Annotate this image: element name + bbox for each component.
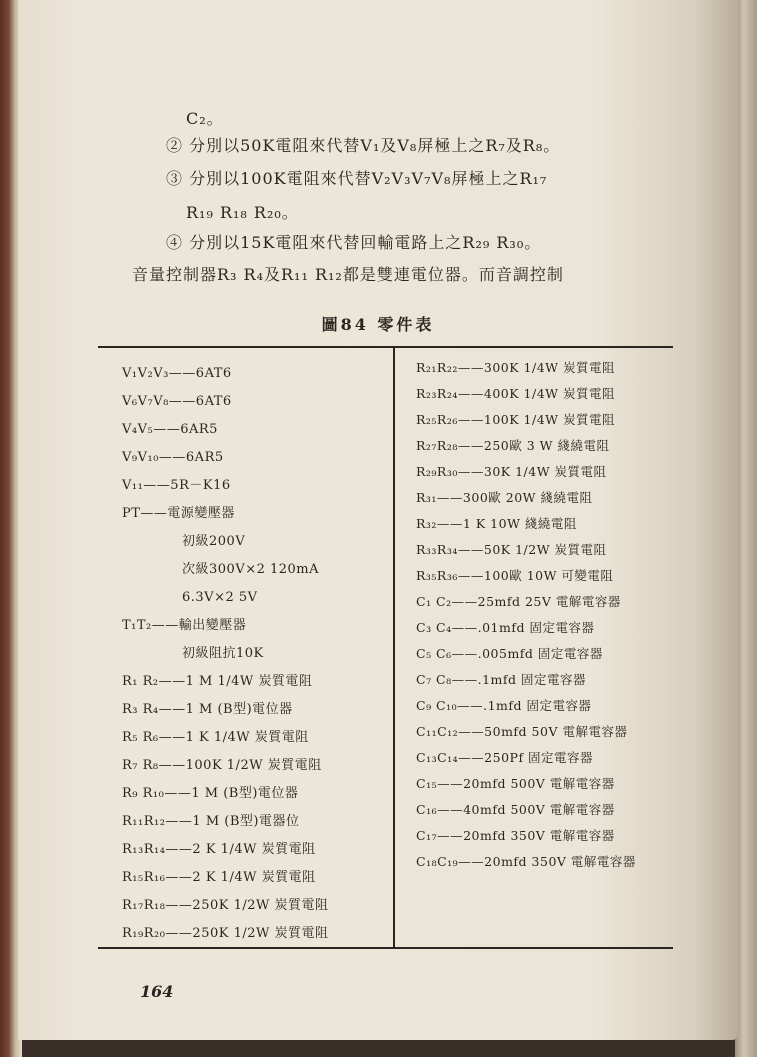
book-page (18, 0, 738, 1040)
list-item: C₃ C₄——.01mfd 固定電容器 (416, 620, 595, 635)
list-item: R₂₉R₃₀——30K 1/4W 炭質電阻 (416, 464, 607, 479)
parts-list-right (416, 355, 678, 875)
list-item: V₁V₂V₃——6AT6 (122, 366, 232, 381)
list-item: 次級300V×2 120mA (182, 562, 320, 577)
list-item: R₃₂——1 K 10W 綫繞電阻 (416, 516, 577, 531)
list-item: R₅ R₆——1 K 1/4W 炭質電阻 (122, 730, 309, 745)
list-item: R₂₅R₂₆——100K 1/4W 炭質電阻 (416, 412, 615, 427)
body-line-1: C₂。 (186, 109, 224, 128)
body-line-4: R₁₉ R₁₈ R₂₀。 (186, 203, 299, 222)
list-item: 6.3V×2 5V (182, 590, 258, 605)
list-item: V₄V₅——6AR5 (122, 422, 218, 437)
list-item: C₁₇——20mfd 350V 電解電容器 (416, 828, 615, 843)
list-item: R₁ R₂——1 M 1/4W 炭質電阻 (122, 674, 313, 689)
list-item: 初級阻抗10K (182, 646, 264, 661)
body-line-2: ② 分別以50K電阻來代替V₁及V₈屏極上之R₇及R₈。 (166, 136, 561, 155)
body-line-5: ④ 分別以15K電阻來代替回輸電路上之R₂₉ R₃₀。 (166, 233, 542, 252)
list-item: C₉ C₁₀——.1mfd 固定電容器 (416, 698, 592, 713)
list-item: C₁₅——20mfd 500V 電解電容器 (416, 776, 615, 791)
table-rule-divider (393, 346, 395, 947)
list-item: R₁₁R₁₂——1 M (B型)電器位 (122, 814, 300, 829)
list-item: T₁T₂——輸出變壓器 (122, 618, 247, 633)
body-line-3: ③ 分別以100K電阻來代替V₂V₃V₇V₈屏極上之R₁₇ (166, 169, 548, 188)
table-title: 圖84 零件表 (321, 315, 435, 334)
list-item: V₉V₁₀——6AR5 (122, 450, 224, 465)
list-item: C₁₁C₁₂——50mfd 50V 電解電容器 (416, 724, 628, 739)
list-item: 初級200V (182, 534, 246, 549)
list-item: R₇ R₈——100K 1/2W 炭質電阻 (122, 758, 322, 773)
list-item: R₂₃R₂₄——400K 1/4W 炭質電阻 (416, 386, 615, 401)
list-item: R₁₃R₁₄——2 K 1/4W 炭質電阻 (122, 842, 316, 857)
list-item: V₆V₇V₈——6AT6 (122, 394, 232, 409)
list-item: R₁₅R₁₆——2 K 1/4W 炭質電阻 (122, 870, 316, 885)
list-item: R₉ R₁₀——1 M (B型)電位器 (122, 786, 299, 801)
list-item: R₁₉R₂₀——250K 1/2W 炭質電阻 (122, 926, 329, 941)
list-item: R₃₁——300歐 20W 綫繞電阻 (416, 490, 593, 505)
list-item: R₃₃R₃₄——50K 1/2W 炭質電阻 (416, 542, 607, 557)
list-item: V₁₁——5R－K16 (122, 478, 231, 493)
list-item: C₁ C₂——25mfd 25V 電解電容器 (416, 594, 621, 609)
table-rule-top (98, 346, 673, 348)
list-item: R₃₅R₃₆——100歐 10W 可變電阻 (416, 568, 614, 583)
list-item: PT——電源變壓器 (122, 506, 235, 521)
list-item: R₁₇R₁₈——250K 1/2W 炭質電阻 (122, 898, 329, 913)
page-edge-right (735, 0, 757, 1057)
list-item: R₂₇R₂₈——250歐 3 W 綫繞電阻 (416, 438, 610, 453)
list-item: C₅ C₆——.005mfd 固定電容器 (416, 646, 603, 661)
parts-list-left (122, 360, 390, 948)
body-line-6: 音量控制器R₃ R₄及R₁₁ R₁₂都是雙連電位器。而音調控制 (132, 265, 564, 284)
list-item: R₂₁R₂₂——300K 1/4W 炭質電阻 (416, 360, 615, 375)
list-item: C₁₃C₁₄——250Pf 固定電容器 (416, 750, 594, 765)
list-item: C₁₆——40mfd 500V 電解電容器 (416, 802, 615, 817)
page-number: 164 (140, 982, 174, 1001)
list-item: C₇ C₈——.1mfd 固定電容器 (416, 672, 587, 687)
list-item: C₁₈C₁₉——20mfd 350V 電解電容器 (416, 854, 636, 869)
list-item: R₃ R₄——1 M (B型)電位器 (122, 702, 293, 717)
